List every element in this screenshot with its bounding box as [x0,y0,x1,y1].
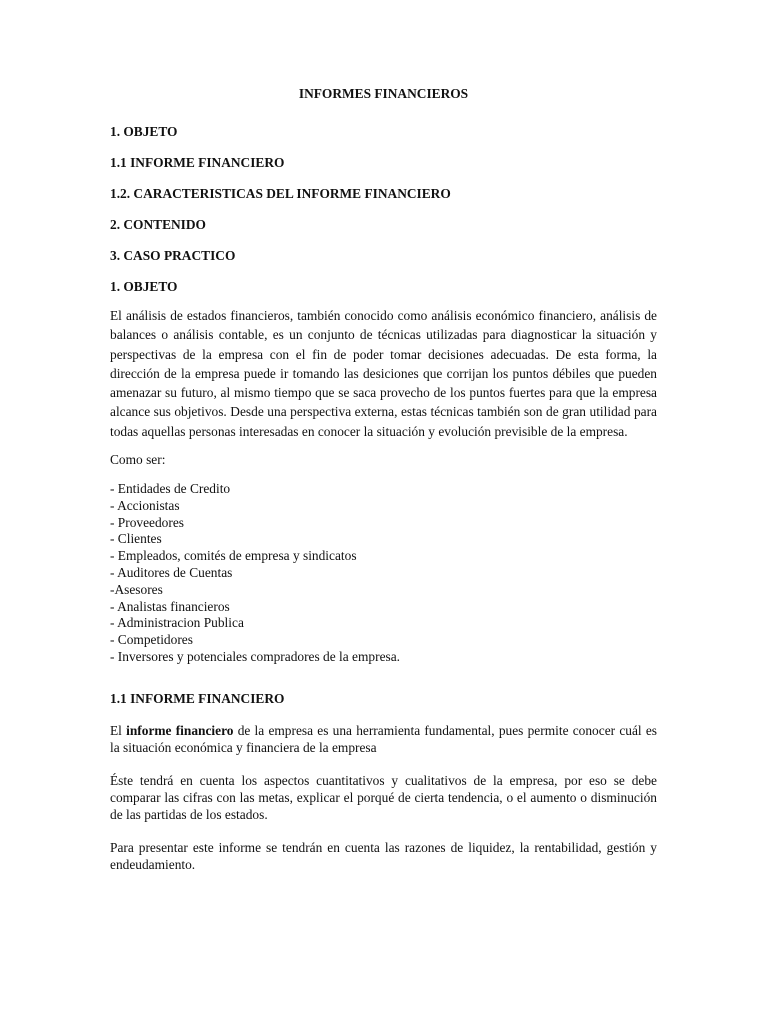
list-item: - Auditores de Cuentas [110,565,233,581]
toc-item-objeto: 1. OBJETO [110,124,178,139]
toc-item-caso-practico: 3. CASO PRACTICO [110,248,236,263]
list-item: - Analistas financieros [110,598,230,614]
informe-paragraph-2: Éste tendrá en cuenta los aspectos cuantitativos y cualitativos de la empresa, por eso se debe comparar las cifras con las metas, explicar el porqué de cierta tendencia, o el aumento o disminución de las partidas de los estados. [110,772,657,822]
toc-item-informe-financiero: 1.1 INFORME FINANCIERO [110,155,285,170]
list-item: - Administracion Publica [110,615,244,631]
interested-parties-list [110,481,657,666]
list-item: -Asesores [110,581,163,597]
list-intro: Como ser: [110,452,166,468]
document-page [110,85,657,889]
informe-p1-rest: de la empresa es una herramienta fundamental, pues permite conocer cuál es la situación económica y financiera de la empresa [110,722,657,755]
list-item: - Accionistas [110,497,180,513]
document-title: INFORMES FINANCIEROS [298,86,469,101]
list-item: - Empleados, comités de empresa y sindicatos [110,548,357,564]
toc-item-contenido: 2. CONTENIDO [110,217,206,232]
informe-p1-bold: informe financiero [126,722,234,738]
list-item: - Proveedores [110,514,184,530]
list-item: - Clientes [110,531,162,547]
toc-item-caracteristicas: 1.2. CARACTERISTICAS DEL INFORME FINANCIERO [110,186,451,201]
list-item: - Entidades de Credito [110,481,231,497]
informe-paragraph-1 [110,722,657,756]
informe-p1-prefix: El [110,722,127,738]
section-heading-objeto: 1. OBJETO [110,279,178,294]
section-heading-informe-financiero: 1.1 INFORME FINANCIERO [110,690,285,706]
informe-paragraph-3: Para presentar este informe se tendrán en cuenta las razones de liquidez, la rentabilidad, gestión y endeudamiento. [110,839,657,872]
list-item: - Inversores y potenciales compradores de la empresa. [110,649,401,665]
list-item: - Competidores [110,632,193,648]
objeto-paragraph: El análisis de estados financieros, también conocido como análisis económico financiero, análisis de balances o análisis contable, es un conjunto de técnicas utilizadas para diagnosticar la situación y perspectivas de la empresa con el fin de poder tomar decisiones adecuadas. De esta forma, la dirección de la empresa puede ir tomando las desiciones que corrijan los puntos débiles que pueden amenazar su futuro, al mismo tiempo que se saca provecho de los puntos fuertes para que la empresa alcance sus objetivos. Desde una perspectiva externa, estas técnicas también son de gran utilidad para todas aquellas personas interesadas en conocer la situación y evolución previsible de la empresa. [110,308,657,439]
